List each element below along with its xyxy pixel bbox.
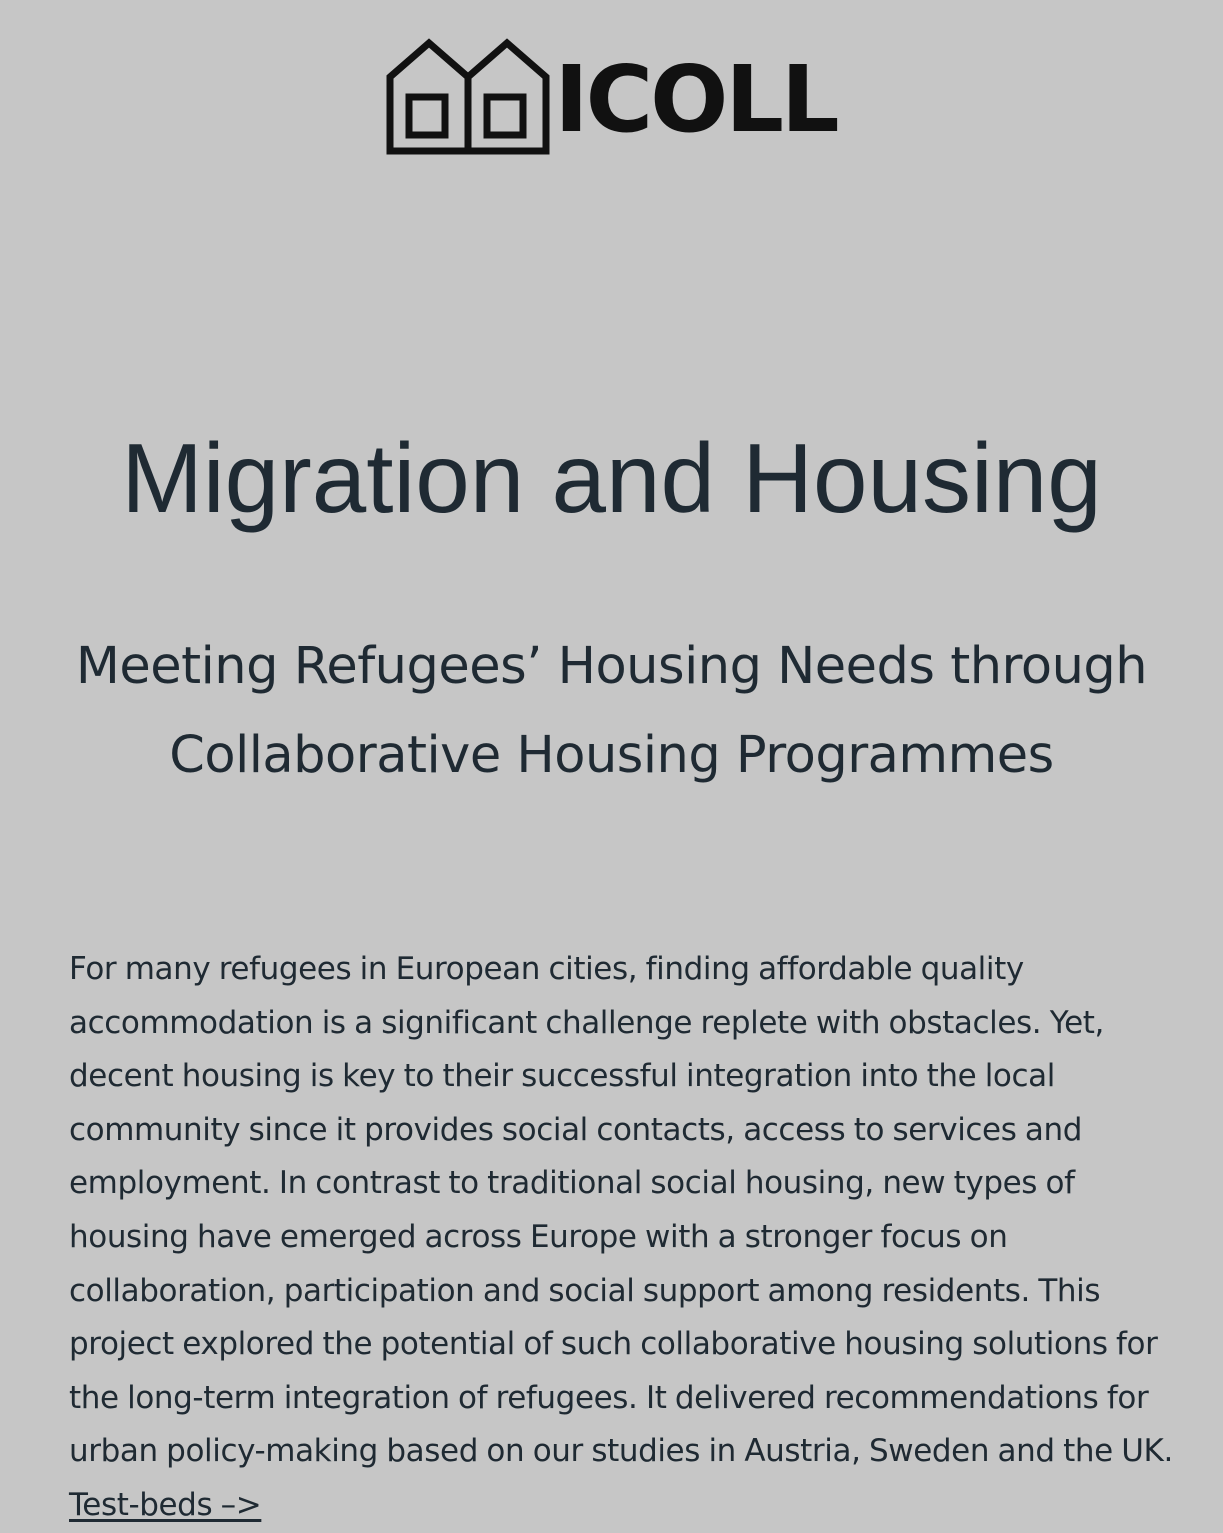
site-header [0,30,1223,160]
page-subtitle: Meeting Refugees’ Housing Needs through Collaborative Housing Programmes [75,637,1148,785]
two-houses-icon [386,35,552,155]
logo-text: ICOLL [554,46,837,153]
page-title: Migration and Housing [121,423,1102,533]
intro-paragraph [69,943,1194,1533]
test-beds-link[interactable]: Test-beds –> [69,1486,262,1523]
site-logo[interactable] [386,35,836,155]
intro-text: For many refugees in European cities, finding affordable quality accommodation is a significant challenge replete with obstacles. Yet, decent housing is key to their successful integration into the local community since it provides social contacts, access to services and employment. In contrast to traditional social housing, new types of housing have emerged across Europe with a stronger focus on collaboration, participation and social support among residents. This project explored the potential of such collaborative housing solutions for the long-term integration of refugees. It delivered recommendations for urban policy-making based on our studies in Austria, Sweden and the UK. [69,951,1173,1470]
